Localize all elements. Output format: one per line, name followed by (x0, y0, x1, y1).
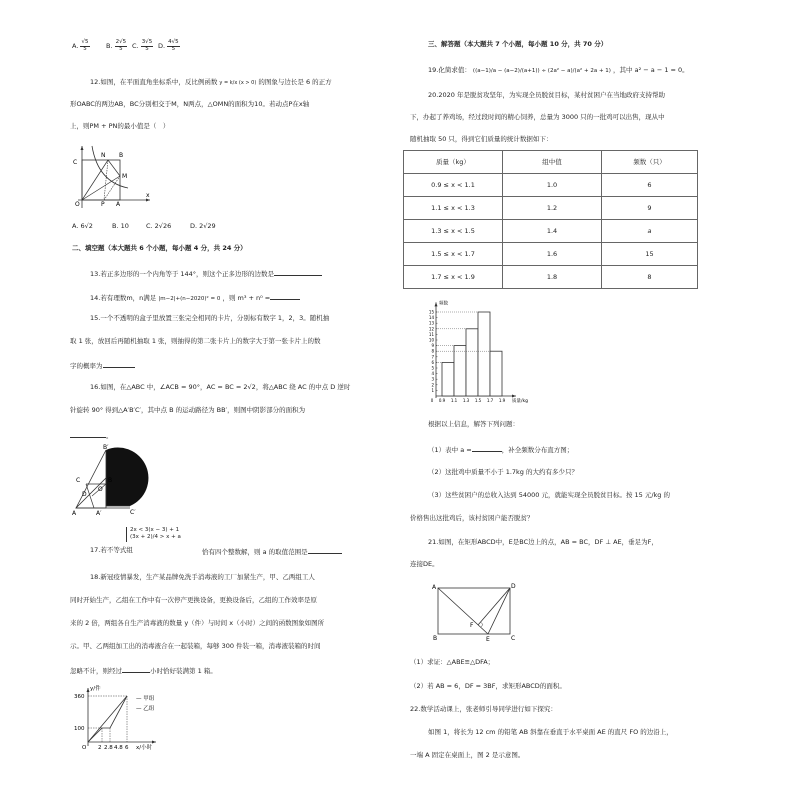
q20-part2: （2）这批鸡中质量不小于 1.7kg 的大约有多少只？ (428, 468, 578, 476)
q12-option-c: C. 2√26 (146, 222, 172, 230)
table-cell: 1.2 (503, 197, 602, 220)
q18-origin: O (82, 745, 87, 751)
q16-label-d: D (82, 491, 87, 498)
q21-label-a: A (432, 584, 437, 591)
histogram-xlabel: 质量/kg (512, 399, 528, 404)
table-cell: 1.1 ≤ x < 1.3 (404, 197, 503, 220)
q16-label-b: B (108, 477, 113, 484)
histogram-bar (490, 351, 502, 396)
q20-line1: 20.2020 年是脱贫攻坚年，为实现全员脱贫目标，某村贫困户在当地政府支持帮助 (428, 91, 665, 99)
histogram-ytick-label: 3 (431, 376, 434, 382)
q21-part1: （1）求证：△ABE≌△DFA； (410, 658, 495, 666)
q16-label-b1: B′ (103, 444, 109, 451)
q12-label-o: O (75, 201, 80, 208)
q21-label-e: E (486, 636, 490, 643)
table-cell: a (602, 220, 698, 243)
q12-line1: 12.如图，在平面直角坐标系中，反比例函数 y = k/x (x > 0) 的图象与边长是 6 的正方 (90, 78, 332, 86)
histogram-xtick-label: 1.3 (462, 398, 470, 403)
histogram-ytick-label: 8 (431, 348, 434, 354)
q12-label-c: C (73, 159, 78, 166)
table-cell: 1.8 (503, 266, 602, 289)
table-cell: 1.4 (503, 220, 602, 243)
q16-line1: 16.如图，在△ABC 中，∠ACB = 90°，AC = BC = 2√2，将△ABC 绕 AC 的中点 D 逆时 (90, 383, 351, 391)
table-cell: 9 (602, 197, 698, 220)
section3-heading: 三、解答题（本大题共 7 个小题，每小题 10 分，共 70 分） (428, 40, 608, 48)
q18-xtick-48: 4.8 (114, 745, 123, 751)
histogram-ytick-label: 2 (431, 382, 434, 388)
table-cell: 1.6 (503, 243, 602, 266)
q16-label-c: C (76, 477, 81, 484)
q12-option-b: B. 10 (112, 222, 129, 230)
table-cell: 6 (602, 174, 698, 197)
histogram-ytick-label: 13 (428, 320, 434, 326)
q20-data-table (403, 150, 698, 289)
q18-ytick-100: 100 (74, 726, 85, 732)
table-cell: 8 (602, 266, 698, 289)
table-row (404, 243, 698, 266)
histogram-ytick-label: 15 (428, 309, 434, 315)
q22-line3: 一端 A 固定在桌面上，图 2 是示意图。 (410, 751, 525, 759)
q12-option-a: A. 6√2 (72, 222, 93, 230)
q12-line2: 形OABC的两边AB，BC分别相交于M，N两点，△OMN的面积为10。若动点P在x轴 (70, 100, 310, 108)
q12-figure (68, 142, 158, 210)
q18-ylabel: y/件 (90, 686, 101, 692)
q12-label-x: x (146, 192, 150, 199)
histogram-xtick-label: 1.7 (486, 398, 494, 403)
q20-prompt: 根据以上信息，解答下列问题： (428, 420, 519, 428)
q18-line4: 示。甲、乙两组加工出的消毒液合在一起装箱，每够 300 件装一箱，消毒液装箱的时间 (70, 642, 321, 650)
histogram-ytick-label: 9 (431, 343, 434, 349)
q21-line1: 21.如图，在矩形ABCD中，E是BC边上的点，AB = BC，DF ⊥ AE，垂足为F， (428, 538, 658, 546)
histogram-ytick-label: 4 (431, 371, 434, 377)
q19-text: 19.化简求值： ((a−1)/a − (a−2)/(a+1)) ÷ (2a² − a)/(a² + 2a + 1) ，其中 a² − a − 1 = 0。 (428, 66, 689, 74)
q13-text: 13.若正多边形的一个内角等于 144°，则这个正多边形的边数是 (90, 268, 322, 278)
q17-system: 2x < 3(x − 3) + 1 (3x + 2)/4 > x + a (126, 527, 181, 542)
q12-label-b: B (119, 152, 124, 159)
histogram-x-arrow (512, 395, 516, 398)
q20-part3b: 价格售出这批鸡后，该村贫困户能否脱贫？ (410, 514, 534, 522)
q16-line2: 针旋转 90° 得到△A′B′C′，其中点 B 的运动路径为 BB′，则图中阴影部分的面积为 (70, 406, 306, 414)
histogram-ylabel: 频数 (439, 301, 448, 307)
histogram-xtick-label: 1.5 (474, 398, 482, 403)
q17-text-b: 恰有四个整数解，则 a 的取值范围是 (202, 546, 342, 556)
table-cell: 1.0 (503, 174, 602, 197)
table-cell: 1.3 ≤ x < 1.5 (404, 220, 503, 243)
table-header-cell: 组中值 (503, 151, 602, 174)
table-cell: 1.5 ≤ x < 1.7 (404, 243, 503, 266)
q21-figure (430, 580, 520, 642)
histogram-xtick-label: 1.1 (450, 398, 458, 403)
histogram-ytick-label: 10 (428, 337, 434, 343)
q12-line3: 上，则PM + PN的最小值是（ ） (70, 122, 170, 130)
q21-label-c: C (511, 635, 516, 642)
q16-blank: 。 (70, 430, 113, 440)
q18-xlabel: x/小时 (136, 745, 153, 751)
q18-xtick-28: 2.8 (104, 745, 113, 751)
histogram-ytick-label: 1 (431, 387, 434, 393)
q16-label-a1: A′ (96, 510, 102, 517)
table-cell: 1.7 ≤ x < 1.9 (404, 266, 503, 289)
q12-label-n: N (101, 152, 106, 159)
q21-part2: （2）若 AB = 6，DF = 3BF，求矩形ABCD的面积。 (410, 682, 566, 690)
q18-line5: 忽略不计，则经过 小时恰好装满第 1 箱。 (70, 667, 217, 675)
q12-label-m: M (122, 173, 128, 180)
section2-heading: 二、填空题（本大题共 6 个小题，每小题 4 分，共 24 分） (72, 244, 247, 252)
histogram-ytick-label: 6 (431, 359, 434, 365)
q16-label-a: A (72, 510, 77, 517)
histogram-bar (454, 346, 466, 396)
q15-line2: 取 1 张，放回后再随机抽取 1 张，则抽得的第二张卡片上的数字大于第一张卡片上的数 (70, 337, 321, 345)
q17-text: 17.若不等式组 (90, 546, 133, 554)
q20-part1: （1）表中 a = ，补全频数分布直方图； (428, 446, 574, 454)
q11-option-c: C. $\frac{3√5}{5}$ (132, 39, 153, 52)
q18-xtick-2: 2 (98, 745, 102, 751)
q11-option-b: B. $\frac{2√5}{5}$ (106, 39, 127, 52)
histogram-xtick-label: 0.9 (438, 398, 446, 403)
q11-option-d: D. $\frac{4√5}{5}$ (158, 39, 179, 52)
histogram-ytick-label: 7 (431, 354, 434, 360)
q21-label-b: B (433, 635, 438, 642)
q18-ytick-360: 360 (74, 694, 85, 700)
q21-label-f: F (470, 622, 474, 629)
table-header-cell: 频数（只） (602, 151, 698, 174)
histogram-ytick-label: 5 (431, 365, 434, 371)
q18-xtick-6: 6 (125, 745, 129, 751)
histogram-origin-label: 0 (430, 398, 434, 403)
q16-figure (72, 444, 144, 517)
table-cell: 15 (602, 243, 698, 266)
table-row (404, 174, 698, 197)
table-row (404, 266, 698, 289)
histogram-xtick-label: 1.9 (498, 398, 506, 403)
q20-line3: 随机抽取 50 只，得到它们质量的统计数据如下： (410, 135, 553, 143)
table-row (404, 197, 698, 220)
histogram-bar (466, 329, 478, 396)
q22-line2: 如图 1，将长为 12 cm 的铅笔 AB 斜靠在垂直于水平桌面 AE 的直尺 FO 的边沿上， (428, 728, 673, 736)
table-header-cell: 质量（kg） (404, 151, 503, 174)
q18-legend-jia: — 甲组 (136, 696, 155, 702)
q18-line3: 来的 2 倍，两组各自生产消毒液的数量 y（件）与时间 x（小时）之间的函数图象如图所 (70, 619, 325, 627)
histogram-bar (442, 362, 454, 396)
histogram-y-arrow (435, 302, 438, 306)
q18-line2: 同时开始生产，乙组在工作中有一次停产更换设备，更换设备后，乙组的工作效率是原 (70, 596, 317, 604)
q20-line2: 下，办起了养鸡场，经过段时间的精心饲养，总量为 3000 只的一批鸡可以出售，现从中 (410, 113, 665, 121)
table-row (404, 220, 698, 243)
q18-legend-yi: — 乙组 (136, 706, 155, 712)
q11-option-a: A. $\frac{√5}{5}$ (72, 39, 89, 52)
q15-line1: 15.一个不透明的盒子里放置三张完全相同的卡片，分别标有数字 1，2，3。随机抽 (90, 314, 330, 322)
q22-line1: 22.数学活动课上，张老师引导同学进行如下探究： (410, 705, 557, 713)
q20-part3: （3）这些贫困户的总收入达到 54000 元，就能实现全员脱贫目标。按 15 元/kg 的 (428, 491, 670, 499)
q16-label-c1: C′ (130, 509, 136, 516)
q12-label-a: A (116, 201, 121, 208)
q21-line2: 连接DE。 (410, 560, 439, 568)
table-header-row (404, 151, 698, 174)
q20-histogram (418, 296, 538, 408)
q18-line1: 18.新冠疫情暴发，生产某品牌免洗手消毒液的工厂加紧生产，甲、乙两组工人 (90, 573, 315, 581)
histogram-ytick-label: 14 (428, 315, 434, 321)
q21-label-d: D (511, 583, 516, 590)
q14-text: 14.若有理数m，n满足 |m−2|+(n−2020)² = 0 ，则 m³ + n⁰ = (90, 292, 300, 303)
table-cell: 0.9 ≤ x < 1.1 (404, 174, 503, 197)
q12-label-p: P (101, 201, 105, 208)
q15-line3: 字的概率为 (70, 360, 135, 370)
histogram-ytick-label: 12 (428, 326, 434, 332)
q18-graph (72, 684, 182, 752)
histogram-ytick-label: 11 (428, 331, 434, 337)
q16-label-o: O (98, 486, 103, 493)
q12-option-d: D. 2√29 (190, 222, 216, 230)
histogram-bar (478, 312, 490, 396)
